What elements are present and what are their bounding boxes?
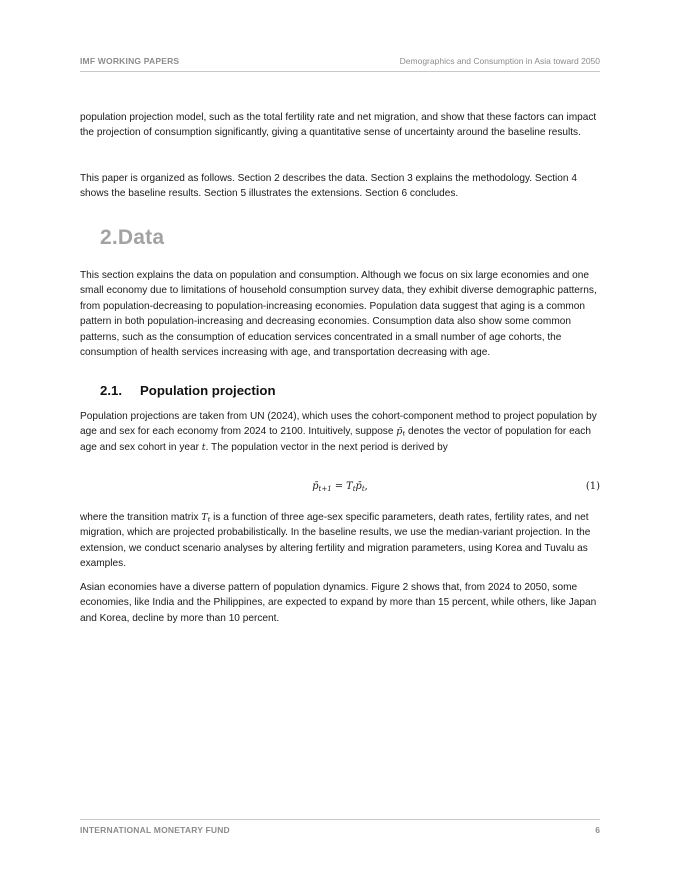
equation-number: (1): [585, 481, 600, 492]
page-number: 6: [595, 825, 600, 835]
section-title: Data: [117, 226, 165, 249]
math-operator: =: [331, 481, 347, 492]
math-symbol: p̄: [396, 426, 403, 438]
equation-1: [80, 481, 600, 497]
math-subscript: t: [361, 483, 365, 493]
paragraph-text: denotes the vector of population for each age and sex cohort in year: [80, 426, 591, 453]
paragraph-text: Population projections are taken from UN (2024), which uses the cohort-component method to project population by age and sex for each economy from 2024 to 2100. Intuitively, suppose: [80, 411, 597, 438]
section-heading: [100, 226, 164, 250]
header-rule: [80, 71, 600, 72]
math-subscript: t: [402, 430, 406, 439]
math-symbol: p̄: [355, 481, 362, 492]
math-subscript: t+1: [318, 483, 332, 493]
footer-rule: [80, 819, 600, 820]
math-symbol: T: [346, 481, 353, 492]
footer-organization: INTERNATIONAL MONETARY FUND: [80, 825, 230, 835]
math-variable: t: [201, 441, 206, 453]
paragraph-text: where the transition matrix: [80, 512, 202, 523]
subsection-paragraph-3: Asian economies have a diverse pattern of population dynamics. Figure 2 shows that, from 2024 to 2050, some economies, like India and the Philippines, are expected to expand by more than 15 percent, while others, like Japan and Korea, decline by more than 10 percent.: [80, 582, 597, 624]
section-number: 2.: [100, 226, 118, 249]
paragraph-text: . The population vector in the next period is derived by: [205, 441, 448, 453]
equation-formula: [80, 481, 600, 492]
subsection-heading: [100, 383, 276, 398]
header-paper-title: Demographics and Consumption in Asia toward 2050: [399, 56, 600, 66]
running-footer: [80, 825, 600, 839]
running-header: [80, 56, 600, 70]
header-series-title: IMF WORKING PAPERS: [80, 56, 180, 66]
subsection-paragraph-2: [80, 510, 600, 572]
intro-paragraph-1: population projection model, such as the total fertility rate and net migration, and show that these factors can impact the projection of consumption significantly, giving a quantitative sense of uncertainty around the baseline results.: [80, 112, 597, 139]
math-subscript: t: [352, 483, 356, 493]
math-subscript: t: [207, 515, 211, 524]
math-symbol: T: [201, 512, 208, 523]
math-variable: [201, 512, 210, 523]
intro-paragraph-2: This paper is organized as follows. Section 2 describes the data. Section 3 explains the methodology. Section 4 shows the baseline results. Section 5 illustrates the extensions. Section 6 concludes.: [80, 173, 577, 200]
math-symbol: p̄: [312, 481, 319, 492]
paragraph-text: is a function of three age-sex specific parameters, death rates, fertility rates, and net migration, which are projected probabilistically. In the baseline results, we use the median-variant projection. In the extension, we conduct scenario analyses by altering fertility and migration parameters, using Korea and Tuvalu as examples.: [80, 512, 591, 570]
subsection-title: Population projection: [140, 383, 276, 398]
math-variable: [396, 426, 405, 437]
math-punctuation: ,: [364, 481, 368, 492]
section-paragraph: This section explains the data on population and consumption. Although we focus on six large economies and one small economy due to limitations of household consumption survey data, they exhibit diverse demographic patterns, from population-decreasing to population-increasing economies. Population data suggest that aging is a common pattern in both population-increasing and decreasing economies. Consumption data also show some common patterns, such as the consumption of education services concentrated in a small number of age cohorts, the consumption of health services increasing with age, and transportation decreasing with age.: [80, 270, 597, 359]
subsection-number: 2.1.: [100, 383, 122, 398]
subsection-paragraph-1: [80, 409, 600, 455]
